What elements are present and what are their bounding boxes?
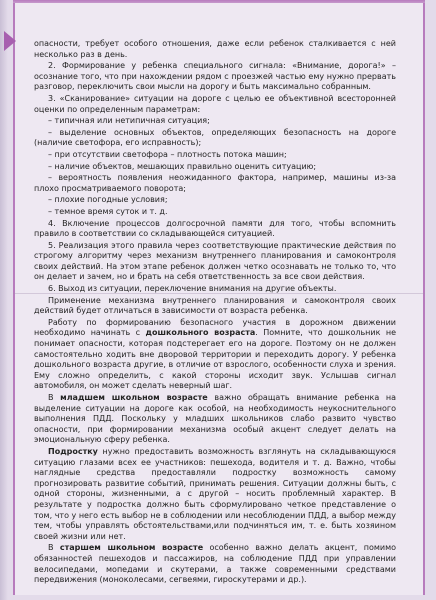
- paragraph: [34, 543, 396, 585]
- body-text: Работу по формированию безопасного участия в дорожном движении необходимо начинать с: [34, 317, 396, 338]
- paragraph: [34, 173, 396, 194]
- paragraph: [34, 61, 396, 93]
- paragraph: [34, 39, 396, 60]
- paragraph: [34, 241, 396, 283]
- body-text: важно обращать внимание ребенка на выделение ситуации на дороге как особой, на необходимость неукоснительного выполнения ПДД. Поскольку у младших школьников слабо развито чувство опасности, при формировании механизма особый акцент следует делать на эмоциональную сферу ребенка.: [34, 393, 397, 445]
- paragraph: [34, 128, 396, 149]
- emphasized-text: младшем школьном возрасте: [60, 393, 208, 402]
- paragraph: [34, 94, 396, 115]
- paragraph: [34, 318, 396, 392]
- paragraph: [34, 393, 396, 446]
- document-body: [34, 39, 396, 587]
- body-text: . Помните, что дошкольник не понимает опасности, которая подстерегает его на дороге. Поэтому он не должен самостоятельно ходить вне дворовой территории и переходить дорогу. У ребенка дошкольного возраста другие, в отличие от взрослого, особенности слуха и зрения. Ему сложно определить, с какой стороны исходит звук. Услышав сигнал автомобиля, он может сделать неверный шаг.: [34, 328, 396, 391]
- body-text: 6. Выход из ситуации, переключение внимания на другие объекты.: [48, 284, 337, 294]
- body-text: – при отсутствии светофора – плотность потока машин;: [48, 149, 287, 159]
- body-text: – типичная или нетипичная ситуация;: [48, 116, 210, 126]
- paragraph: [34, 207, 396, 218]
- body-text: Применение механизма внутреннего планирования и самоконтроля своих действий будет отличаться в зависимости от возраста ребенка.: [34, 295, 396, 316]
- body-text: 3. «Сканирование» ситуации на дороге с целью ее объективной всесторонней оценки по определенным параметрам:: [34, 93, 396, 114]
- paragraph: [34, 116, 396, 127]
- paragraph: [34, 296, 396, 317]
- paragraph: [34, 162, 396, 173]
- body-text: В: [48, 543, 60, 553]
- body-text: – темное время суток и т. д.: [48, 206, 168, 216]
- paragraph: [34, 150, 396, 161]
- emphasized-text: дошкольного возраста: [145, 328, 256, 338]
- body-text: В: [48, 393, 61, 402]
- body-text: нужно предоставить возможность взглянуть на складывающуюся ситуацию глазами всех ее участников: пешехода, водителя и т. д. Важно, чтобы наглядные средства предоставляли подростку возможность самому прогнозировать развитие событий, принимать решения. Ситуации должны быть, с одной стороны, жизненными, а с другой – носить проблемный характер. В результате у подростка должно быть сформулировано четкое представление о том, что у него есть выбор не в соблюдении или несоблюдении ПДД, а выбор между тем, чтобы управлять обстоятельствами,или подчиняться им, т. е. быть хозяином своей жизни или нет.: [34, 446, 396, 541]
- body-text: особенно важно делать акцент, помимо обязанностей пешеходов и пассажиров, на соблюдение ПДД при управлении велосипедами, мопедами и скутерами, а также современными средствами передвижения (моноколесами, сегвеями, гироскутерами и др.).: [34, 543, 397, 585]
- body-text: 2. Формирование у ребенка специального сигнала: «Внимание, дорога!» – осознание того, что при нахождении рядом с проезжей частью ему нужно прервать разговор, переключить свои мысли на дорогу и быть максимально собранным.: [34, 61, 396, 92]
- paragraph: [34, 284, 396, 295]
- paragraph: [34, 447, 396, 542]
- body-text: – плохие погодные условия;: [48, 195, 168, 205]
- body-text: 4. Включение процессов долгосрочной памяти для того, чтобы вспомнить правило в соответствии со складывающейся ситуацией.: [34, 218, 396, 239]
- body-text: опасности, требует особого отношения, даже если ребенок сталкивается с ней несколько раз в день.: [34, 39, 396, 59]
- body-text: 5. Реализация этого правила через соответствующие практические действия по строгому алгоритму через механизм внутреннего планирования и самоконтроля своих действий. На этом этапе ребенок должен четко осознавать не только то, что он делает и зачем, но и брать на себя ответственность за все свои действия.: [34, 240, 396, 282]
- emphasized-text: старшем школьном возрасте: [59, 543, 204, 553]
- emphasized-text: Подростку: [48, 446, 98, 456]
- body-text: – выделение основных объектов, определяющих безопасность на дороге (наличие светофора, его исправность);: [34, 127, 396, 148]
- paragraph: [34, 195, 396, 206]
- scan-edge: [0, 0, 8, 600]
- arrow-icon: [4, 31, 16, 51]
- body-text: – вероятность появления неожиданного фактора, например, машины из-за плохо просматриваемого поворота;: [34, 173, 396, 193]
- body-text: – наличие объектов, мешающих правильно оценить ситуацию;: [48, 161, 317, 171]
- paragraph: [34, 219, 396, 240]
